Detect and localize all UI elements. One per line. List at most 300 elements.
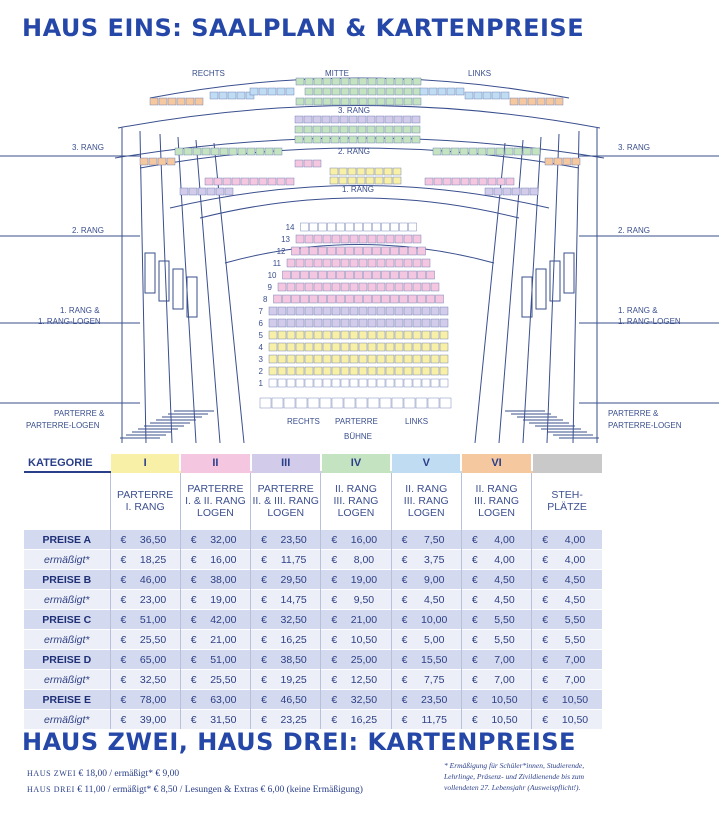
parterre-seat [269, 319, 277, 327]
parterre-seat [269, 355, 277, 363]
seat-3rang-center [341, 98, 349, 105]
category-description-6 [461, 472, 531, 530]
parterre-seat [314, 283, 322, 291]
price-cell [461, 710, 531, 730]
price-cell [110, 710, 180, 730]
price-row [24, 630, 602, 650]
box-right [564, 253, 574, 293]
seat-2rang-right [451, 148, 459, 155]
seat-3rang-left [177, 98, 185, 105]
price-cell [180, 670, 250, 690]
parterre-seat [377, 355, 385, 363]
parterre-seat [296, 379, 304, 387]
seat-1rang-right [479, 178, 487, 185]
parterre-seat [332, 307, 340, 315]
currency-symbol: € [471, 613, 478, 626]
row-label: 13 [281, 235, 290, 244]
price-row [24, 530, 602, 550]
price-value: 4,50 [564, 593, 586, 606]
seat-row-a [416, 398, 427, 408]
price-cell [321, 710, 391, 730]
price-value: 12,50 [350, 673, 378, 686]
parterre-seat [323, 331, 331, 339]
seat-2rang-center [322, 126, 330, 133]
row-label: 1 [258, 379, 263, 388]
parterre-seat [346, 271, 354, 279]
seat-1rang-left [214, 178, 222, 185]
currency-symbol: € [401, 593, 408, 606]
parterre-seat [350, 319, 358, 327]
price-cell [391, 570, 461, 590]
currency-symbol: € [542, 633, 549, 646]
seat-3rang-left [286, 88, 294, 95]
seat-row-a [440, 398, 451, 408]
price-value: 78,00 [139, 693, 167, 706]
price-value: 7,00 [494, 673, 515, 686]
parterre-seat [319, 271, 327, 279]
row-label: 2 [258, 367, 263, 376]
parterre-seat [377, 259, 385, 267]
parterre-seat [350, 367, 358, 375]
description-line: LOGEN [337, 507, 375, 519]
price-value: 4,50 [494, 573, 515, 586]
seat-2rang-left [193, 148, 201, 155]
price-cell [180, 590, 250, 610]
price-cell [180, 690, 250, 710]
seat-1rang-right [506, 178, 514, 185]
price-cell [110, 690, 180, 710]
parterre-seat [328, 223, 336, 231]
price-value: 4,00 [564, 553, 586, 566]
seat-2rang-center [376, 136, 384, 143]
parterre-seat [431, 379, 439, 387]
price-value: 7,50 [423, 533, 445, 546]
parterre-seat [332, 355, 340, 363]
seat-2rang-center [313, 116, 321, 123]
seat-1rang-center [348, 177, 356, 184]
category-description-2 [180, 472, 250, 530]
currency-symbol: € [261, 653, 267, 666]
parterre-seat [355, 247, 363, 255]
seat-3rang-center [368, 88, 376, 95]
price-row [24, 650, 602, 670]
seat-1rang-right [497, 178, 505, 185]
parterre-seat [422, 379, 430, 387]
seat-1rang-center [330, 177, 338, 184]
seat-1rang-center [313, 160, 321, 167]
price-cell [180, 610, 250, 630]
seat-1rang-right [488, 178, 496, 185]
parterre-seat [283, 271, 291, 279]
label-links-bottom: LINKS [405, 417, 429, 426]
tier-1-front [200, 198, 519, 218]
seat-3rang-center [386, 78, 394, 85]
parterre-seat [314, 331, 322, 339]
price-cell [251, 710, 321, 730]
price-cell [180, 650, 250, 670]
page-title: HAUS EINS: SAALPLAN & KARTENPREISE [22, 14, 585, 42]
parterre-seat [323, 355, 331, 363]
seating-plan [0, 58, 719, 450]
price-cell [321, 550, 391, 570]
parterre-seat [350, 331, 358, 339]
seat-3rang-center [350, 88, 358, 95]
seat-2rang-right [554, 158, 562, 165]
parterre-seat [323, 235, 331, 243]
parterre-seat [350, 283, 358, 291]
seat-3rang-right [510, 98, 518, 105]
price-value: 63,00 [210, 693, 237, 706]
parterre-seat [314, 307, 322, 315]
description-line: II. & III. RANG [252, 495, 319, 507]
parterre-seat [413, 307, 421, 315]
parterre-seat [346, 295, 354, 303]
seat-2rang-center [412, 116, 420, 123]
parterre-seat [440, 319, 448, 327]
label-parterre-right: PARTERRE & [608, 409, 659, 418]
parterre-seat [413, 355, 421, 363]
seat-1rang-left [232, 178, 240, 185]
seat-3rang-center [332, 88, 340, 95]
parterre-seat [287, 367, 295, 375]
seat-2rang-center [367, 116, 375, 123]
price-value: 42,00 [210, 613, 237, 626]
haus-drei-line [27, 782, 363, 798]
parterre-seat [382, 223, 390, 231]
price-value: 32,50 [139, 673, 167, 686]
parterre-seat [395, 259, 403, 267]
seat-row-a [320, 398, 331, 408]
price-value: 21,00 [350, 613, 378, 626]
currency-symbol: € [261, 533, 267, 546]
price-value: 7,00 [564, 673, 586, 686]
seat-2rang-right [478, 148, 486, 155]
parterre-seat [269, 379, 277, 387]
seat-2rang-left [247, 148, 255, 155]
label-rechts-bottom: RECHTS [287, 417, 320, 426]
seat-1rang-left [286, 178, 294, 185]
parterre-seat [350, 343, 358, 351]
seat-3rang-left [186, 98, 194, 105]
parterre-seat [413, 343, 421, 351]
currency-symbol: € [471, 693, 478, 706]
price-value: 25,00 [350, 653, 378, 666]
seat-2rang-right [514, 148, 522, 155]
parterre-seat [301, 247, 309, 255]
seat-3rang-right [447, 88, 455, 95]
parterre-seat [431, 283, 439, 291]
seat-2rang-left [167, 158, 175, 165]
seat-2rang-center [304, 126, 312, 133]
currency-symbol: € [331, 573, 338, 586]
seat-2rang-center [385, 116, 393, 123]
currency-symbol: € [261, 693, 267, 706]
category-2: II [180, 454, 250, 472]
price-cell [532, 570, 602, 590]
parterre-seat [319, 223, 327, 231]
seat-3rang-center [305, 88, 313, 95]
parterre-seat [341, 283, 349, 291]
currency-symbol: € [471, 653, 478, 666]
price-value: 29,50 [280, 573, 307, 586]
parterre-seat [382, 295, 390, 303]
label-1rang-left-2: 1. RANG-LOGEN [38, 317, 101, 326]
seat-1rang-left [223, 178, 231, 185]
parterre-seat [332, 367, 340, 375]
price-value: 39,00 [139, 713, 167, 726]
parterre-seat [400, 223, 408, 231]
currency-symbol: € [120, 713, 127, 726]
currency-symbol: € [120, 693, 127, 706]
seat-3rang-center [395, 78, 403, 85]
seat-3rang-right [438, 88, 446, 95]
description-line: PARTERRE [187, 483, 244, 495]
parterre-seat [395, 367, 403, 375]
parterre-seat [310, 247, 318, 255]
currency-symbol: € [542, 653, 549, 666]
price-cell [110, 550, 180, 570]
parterre-seat [377, 343, 385, 351]
seat-3rang-right [528, 98, 536, 105]
parterre-seat [305, 367, 313, 375]
price-row-label: PREISE E [24, 690, 110, 710]
seat-3rang-center [377, 88, 385, 95]
label-1rang-right: 1. RANG & [618, 306, 658, 315]
parterre-seat [422, 259, 430, 267]
price-cell [391, 590, 461, 610]
parterre-seat [305, 259, 313, 267]
parterre-seat [377, 307, 385, 315]
currency-symbol: € [401, 673, 408, 686]
parterre-seat [332, 283, 340, 291]
seat-3rang-right [546, 98, 554, 105]
currency-symbol: € [401, 553, 408, 566]
row-label: 12 [276, 247, 286, 256]
seat-row-a [404, 398, 415, 408]
price-cell [251, 670, 321, 690]
price-value: 11,75 [280, 553, 307, 566]
currency-symbol: € [542, 553, 549, 566]
currency-symbol: € [401, 613, 408, 626]
parterre-seat [386, 283, 394, 291]
price-cell [110, 630, 180, 650]
seat-3rang-left [168, 98, 176, 105]
price-value: 46,00 [139, 573, 167, 586]
description-line: III. RANG [403, 495, 449, 507]
parterre-seat [274, 295, 282, 303]
seat-2rang-center [385, 136, 393, 143]
parterre-seat [373, 247, 381, 255]
seat-2rang-right [460, 148, 468, 155]
seat-2rang-right [487, 148, 495, 155]
category-description-4 [321, 472, 391, 530]
price-cell [391, 530, 461, 550]
parterre-seat [436, 295, 444, 303]
parterre-seat [337, 223, 345, 231]
description-line: I. & II. RANG [185, 495, 246, 507]
seat-2rang-center [403, 126, 411, 133]
parterre-seat [377, 283, 385, 291]
currency-symbol: € [190, 593, 197, 606]
seat-3rang-center [413, 98, 421, 105]
seat-row-a [284, 398, 295, 408]
price-value: 19,00 [210, 593, 237, 606]
price-cell [391, 610, 461, 630]
seat-1rang-center [393, 168, 401, 175]
parterre-seat [328, 247, 336, 255]
parterre-seat [364, 223, 372, 231]
parterre-seat [341, 235, 349, 243]
price-cell [532, 650, 602, 670]
seat-row-a [296, 398, 307, 408]
parterre-seat [413, 259, 421, 267]
price-row [24, 550, 602, 570]
category-7 [532, 454, 602, 472]
price-value: 10,50 [491, 693, 518, 706]
category-description-row [24, 472, 602, 530]
category-header-row [24, 454, 602, 472]
parterre-seat [400, 295, 408, 303]
seat-2rang-center [358, 136, 366, 143]
currency-symbol: € [471, 633, 478, 646]
parterre-seat [287, 283, 295, 291]
parterre-seat [310, 223, 318, 231]
parterre-seat [341, 307, 349, 315]
parterre-seat [422, 355, 430, 363]
parterre-seat [377, 331, 385, 339]
seat-row-a [308, 398, 319, 408]
price-cell [391, 690, 461, 710]
parterre-seat [422, 283, 430, 291]
seat-2rang-center [322, 116, 330, 123]
seat-3rang-right [492, 92, 500, 99]
seat-3rang-center [314, 88, 322, 95]
seat-1rang-left [259, 178, 267, 185]
seat-1rang-right [485, 188, 493, 195]
parterre-seat [310, 295, 318, 303]
parterre-seat [395, 307, 403, 315]
currency-symbol: € [331, 613, 338, 626]
parterre-seat [296, 307, 304, 315]
column-left [196, 140, 220, 443]
seat-1rang-right [503, 188, 511, 195]
row-label: 8 [263, 295, 268, 304]
price-row-label: ermäßigt* [24, 590, 110, 610]
price-cell [110, 610, 180, 630]
parterre-seat [350, 235, 358, 243]
seat-1rang-center [366, 168, 374, 175]
parterre-seat [395, 283, 403, 291]
parterre-seat [305, 343, 313, 351]
seat-row-a [344, 398, 355, 408]
parterre-seat [359, 307, 367, 315]
parterre-seat [359, 331, 367, 339]
parterre-seat [341, 379, 349, 387]
price-cell [251, 590, 321, 610]
seat-3rang-center [332, 98, 340, 105]
parterre-seat [323, 367, 331, 375]
price-cell [180, 570, 250, 590]
currency-symbol: € [190, 533, 197, 546]
currency-symbol: € [190, 653, 197, 666]
price-cell [461, 590, 531, 610]
seat-2rang-center [295, 116, 303, 123]
price-value: 7,75 [423, 673, 445, 686]
seat-3rang-center [296, 78, 304, 85]
parterre-seat [296, 235, 304, 243]
price-cell [461, 630, 531, 650]
box-left [173, 269, 183, 309]
parterre-seat [292, 247, 300, 255]
parterre-seat [440, 355, 448, 363]
seat-2rang-center [340, 116, 348, 123]
seat-2rang-center [295, 126, 303, 133]
label-2rang-left: 2. RANG [72, 226, 105, 235]
seat-3rang-right [420, 88, 428, 95]
parterre-seat [287, 355, 295, 363]
seat-1rang-left [180, 188, 188, 195]
label-mitte-top: MITTE [325, 69, 349, 78]
parterre-seat [409, 223, 417, 231]
price-cell [532, 690, 602, 710]
currency-symbol: € [331, 533, 338, 546]
seat-2rang-center [322, 136, 330, 143]
seat-1rang-right [494, 188, 502, 195]
parterre-seat [404, 235, 412, 243]
price-row-label: PREISE C [24, 610, 110, 630]
parterre-seat [373, 295, 381, 303]
price-row [24, 570, 602, 590]
parterre-seat [355, 223, 363, 231]
parterre-seat [409, 271, 417, 279]
price-value: 32,50 [350, 693, 378, 706]
parterre-seat [404, 343, 412, 351]
price-value: 38,50 [280, 653, 307, 666]
price-row [24, 670, 602, 690]
parterre-seat [368, 331, 376, 339]
parterre-seat [296, 343, 304, 351]
parterre-seat [431, 307, 439, 315]
parterre-seat [287, 379, 295, 387]
seat-1rang-right [425, 178, 433, 185]
price-cell [532, 550, 602, 570]
parterre-seat [292, 295, 300, 303]
parterre-seat [332, 259, 340, 267]
price-cell [110, 570, 180, 590]
price-row-label: ermäßigt* [24, 630, 110, 650]
seat-2rang-right [523, 148, 531, 155]
parterre-seat [400, 247, 408, 255]
price-value: 16,00 [210, 553, 237, 566]
price-cell [461, 670, 531, 690]
seat-3rang-center [314, 78, 322, 85]
seat-1rang-left [205, 178, 213, 185]
price-value: 31,50 [210, 713, 237, 726]
price-value: 46,50 [280, 693, 307, 706]
price-row [24, 590, 602, 610]
parterre-seat [296, 319, 304, 327]
parterre-seat [332, 235, 340, 243]
parterre-seat [440, 307, 448, 315]
seat-2rang-center [304, 116, 312, 123]
seat-3rang-left [159, 98, 167, 105]
seat-2rang-center [349, 126, 357, 133]
seat-2rang-left [274, 148, 282, 155]
price-cell [110, 530, 180, 550]
row-label: 3 [258, 355, 263, 364]
currency-symbol: € [401, 633, 408, 646]
description-line: LOGEN [197, 507, 234, 519]
